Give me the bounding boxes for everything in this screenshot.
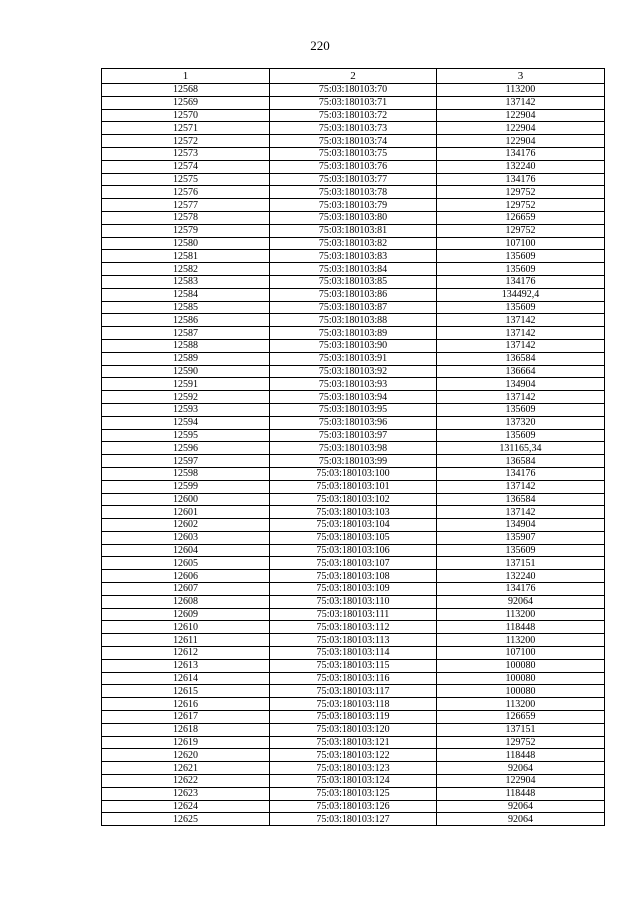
cell-cadastral-number: 75:03:180103:109 — [270, 583, 437, 596]
table-row — [102, 429, 605, 442]
cell-number: 12619 — [102, 736, 270, 749]
table-row — [102, 391, 605, 404]
cell-number: 12615 — [102, 685, 270, 698]
cell-number: 12601 — [102, 506, 270, 519]
cell-number: 12603 — [102, 531, 270, 544]
table-row — [102, 250, 605, 263]
cell-value: 134176 — [437, 583, 605, 596]
table-row — [102, 288, 605, 301]
cell-number: 12592 — [102, 391, 270, 404]
cell-cadastral-number: 75:03:180103:94 — [270, 391, 437, 404]
cell-cadastral-number: 75:03:180103:87 — [270, 301, 437, 314]
cell-value: 135609 — [437, 544, 605, 557]
cell-number: 12590 — [102, 365, 270, 378]
cell-value: 129752 — [437, 199, 605, 212]
cell-value: 136584 — [437, 455, 605, 468]
table-row — [102, 109, 605, 122]
cell-cadastral-number: 75:03:180103:91 — [270, 352, 437, 365]
cell-cadastral-number: 75:03:180103:114 — [270, 647, 437, 660]
cell-cadastral-number: 75:03:180103:72 — [270, 109, 437, 122]
cell-value: 132240 — [437, 570, 605, 583]
cell-value: 113200 — [437, 698, 605, 711]
cell-number: 12618 — [102, 723, 270, 736]
cell-number: 12594 — [102, 416, 270, 429]
cell-number: 12598 — [102, 467, 270, 480]
cell-value: 136584 — [437, 493, 605, 506]
cell-cadastral-number: 75:03:180103:99 — [270, 455, 437, 468]
cell-value: 107100 — [437, 647, 605, 660]
cell-number: 12624 — [102, 800, 270, 813]
cell-cadastral-number: 75:03:180103:84 — [270, 263, 437, 276]
cell-cadastral-number: 75:03:180103:95 — [270, 403, 437, 416]
cell-number: 12589 — [102, 352, 270, 365]
cell-cadastral-number: 75:03:180103:88 — [270, 314, 437, 327]
cell-value: 135609 — [437, 301, 605, 314]
cell-value: 137151 — [437, 557, 605, 570]
table-row — [102, 199, 605, 212]
table-row — [102, 634, 605, 647]
cell-cadastral-number: 75:03:180103:102 — [270, 493, 437, 506]
table-row — [102, 403, 605, 416]
table-row — [102, 595, 605, 608]
cell-number: 12606 — [102, 570, 270, 583]
cell-value: 129752 — [437, 224, 605, 237]
table-row — [102, 211, 605, 224]
cell-cadastral-number: 75:03:180103:73 — [270, 122, 437, 135]
table-row — [102, 583, 605, 596]
cell-number: 12623 — [102, 787, 270, 800]
cell-cadastral-number: 75:03:180103:100 — [270, 467, 437, 480]
cell-number: 12570 — [102, 109, 270, 122]
cell-number: 12568 — [102, 84, 270, 97]
cell-cadastral-number: 75:03:180103:92 — [270, 365, 437, 378]
cell-cadastral-number: 75:03:180103:110 — [270, 595, 437, 608]
cell-value: 100080 — [437, 672, 605, 685]
cell-cadastral-number: 75:03:180103:82 — [270, 237, 437, 250]
cell-value: 137142 — [437, 339, 605, 352]
cell-value: 131165,34 — [437, 442, 605, 455]
cell-number: 12599 — [102, 480, 270, 493]
table-row — [102, 224, 605, 237]
cell-cadastral-number: 75:03:180103:77 — [270, 173, 437, 186]
cell-cadastral-number: 75:03:180103:117 — [270, 685, 437, 698]
table-row — [102, 416, 605, 429]
cell-cadastral-number: 75:03:180103:78 — [270, 186, 437, 199]
cell-value: 137142 — [437, 327, 605, 340]
cell-value: 126659 — [437, 711, 605, 724]
cell-cadastral-number: 75:03:180103:125 — [270, 787, 437, 800]
cell-number: 12583 — [102, 275, 270, 288]
table-row — [102, 275, 605, 288]
cell-cadastral-number: 75:03:180103:123 — [270, 762, 437, 775]
cell-number: 12573 — [102, 147, 270, 160]
cell-cadastral-number: 75:03:180103:111 — [270, 608, 437, 621]
cell-number: 12593 — [102, 403, 270, 416]
cell-cadastral-number: 75:03:180103:104 — [270, 519, 437, 532]
cell-value: 92064 — [437, 595, 605, 608]
cell-number: 12579 — [102, 224, 270, 237]
table-row — [102, 647, 605, 660]
cell-number: 12604 — [102, 544, 270, 557]
cell-number: 12588 — [102, 339, 270, 352]
cell-cadastral-number: 75:03:180103:116 — [270, 672, 437, 685]
table-row — [102, 685, 605, 698]
cell-value: 134904 — [437, 519, 605, 532]
cell-value: 118448 — [437, 621, 605, 634]
table-row — [102, 775, 605, 788]
cell-cadastral-number: 75:03:180103:70 — [270, 84, 437, 97]
cell-cadastral-number: 75:03:180103:96 — [270, 416, 437, 429]
cell-value: 135609 — [437, 429, 605, 442]
cell-cadastral-number: 75:03:180103:74 — [270, 135, 437, 148]
cell-number: 12574 — [102, 160, 270, 173]
table-row — [102, 608, 605, 621]
cell-cadastral-number: 75:03:180103:105 — [270, 531, 437, 544]
cell-number: 12609 — [102, 608, 270, 621]
cell-number: 12602 — [102, 519, 270, 532]
cell-value: 135609 — [437, 403, 605, 416]
table-row — [102, 723, 605, 736]
cell-cadastral-number: 75:03:180103:89 — [270, 327, 437, 340]
cell-value: 92064 — [437, 762, 605, 775]
cell-value: 118448 — [437, 787, 605, 800]
table-row — [102, 698, 605, 711]
cell-cadastral-number: 75:03:180103:76 — [270, 160, 437, 173]
table-row — [102, 480, 605, 493]
cell-number: 12620 — [102, 749, 270, 762]
cell-value: 137142 — [437, 96, 605, 109]
table-row — [102, 147, 605, 160]
cell-value: 137320 — [437, 416, 605, 429]
cell-value: 132240 — [437, 160, 605, 173]
table-row — [102, 160, 605, 173]
cell-value: 122904 — [437, 775, 605, 788]
cell-cadastral-number: 75:03:180103:97 — [270, 429, 437, 442]
table-row — [102, 519, 605, 532]
cell-cadastral-number: 75:03:180103:119 — [270, 711, 437, 724]
cell-number: 12596 — [102, 442, 270, 455]
cell-number: 12605 — [102, 557, 270, 570]
cell-number: 12581 — [102, 250, 270, 263]
table-row — [102, 301, 605, 314]
table-row — [102, 800, 605, 813]
cell-cadastral-number: 75:03:180103:124 — [270, 775, 437, 788]
table-row — [102, 570, 605, 583]
cell-number: 12613 — [102, 659, 270, 672]
cell-number: 12572 — [102, 135, 270, 148]
cell-value: 137142 — [437, 506, 605, 519]
cell-value: 129752 — [437, 736, 605, 749]
table-row — [102, 506, 605, 519]
cell-cadastral-number: 75:03:180103:103 — [270, 506, 437, 519]
table-row — [102, 455, 605, 468]
cell-cadastral-number: 75:03:180103:93 — [270, 378, 437, 391]
cell-number: 12591 — [102, 378, 270, 391]
table-row — [102, 787, 605, 800]
cell-value: 100080 — [437, 685, 605, 698]
cell-number: 12607 — [102, 583, 270, 596]
cell-value: 113200 — [437, 84, 605, 97]
cell-number: 12582 — [102, 263, 270, 276]
cell-value: 126659 — [437, 211, 605, 224]
table-row — [102, 762, 605, 775]
cell-value: 92064 — [437, 800, 605, 813]
cell-value: 135609 — [437, 250, 605, 263]
cell-cadastral-number: 75:03:180103:81 — [270, 224, 437, 237]
cell-number: 12610 — [102, 621, 270, 634]
table-row — [102, 442, 605, 455]
cell-number: 12580 — [102, 237, 270, 250]
cell-value: 134176 — [437, 173, 605, 186]
header-row — [102, 69, 605, 84]
cell-cadastral-number: 75:03:180103:118 — [270, 698, 437, 711]
table-row — [102, 173, 605, 186]
table-row — [102, 557, 605, 570]
table-row — [102, 659, 605, 672]
table-row — [102, 339, 605, 352]
cell-cadastral-number: 75:03:180103:127 — [270, 813, 437, 826]
cell-value: 118448 — [437, 749, 605, 762]
cell-value: 137151 — [437, 723, 605, 736]
cell-number: 12612 — [102, 647, 270, 660]
table-body — [102, 84, 605, 826]
table-row — [102, 327, 605, 340]
table-row — [102, 365, 605, 378]
cell-cadastral-number: 75:03:180103:120 — [270, 723, 437, 736]
cell-value: 134492,4 — [437, 288, 605, 301]
cell-value: 134176 — [437, 467, 605, 480]
cell-number: 12616 — [102, 698, 270, 711]
cell-cadastral-number: 75:03:180103:112 — [270, 621, 437, 634]
cell-cadastral-number: 75:03:180103:115 — [270, 659, 437, 672]
cell-number: 12621 — [102, 762, 270, 775]
cell-value: 135907 — [437, 531, 605, 544]
cell-value: 137142 — [437, 391, 605, 404]
cell-cadastral-number: 75:03:180103:122 — [270, 749, 437, 762]
cell-value: 100080 — [437, 659, 605, 672]
cell-number: 12595 — [102, 429, 270, 442]
cell-number: 12578 — [102, 211, 270, 224]
column-header-2: 2 — [270, 69, 437, 84]
table-row — [102, 672, 605, 685]
table-row — [102, 135, 605, 148]
table-row — [102, 263, 605, 276]
table-row — [102, 493, 605, 506]
registry-table — [101, 68, 605, 826]
table-row — [102, 122, 605, 135]
cell-cadastral-number: 75:03:180103:113 — [270, 634, 437, 647]
cell-value: 129752 — [437, 186, 605, 199]
table-row — [102, 749, 605, 762]
column-header-3: 3 — [437, 69, 605, 84]
cell-number: 12571 — [102, 122, 270, 135]
cell-number: 12600 — [102, 493, 270, 506]
cell-cadastral-number: 75:03:180103:107 — [270, 557, 437, 570]
cell-cadastral-number: 75:03:180103:90 — [270, 339, 437, 352]
cell-cadastral-number: 75:03:180103:86 — [270, 288, 437, 301]
table-row — [102, 237, 605, 250]
cell-number: 12569 — [102, 96, 270, 109]
table-row — [102, 531, 605, 544]
cell-number: 12597 — [102, 455, 270, 468]
table-row — [102, 352, 605, 365]
cell-number: 12625 — [102, 813, 270, 826]
cell-value: 134176 — [437, 275, 605, 288]
table-row — [102, 621, 605, 634]
table-row — [102, 84, 605, 97]
cell-value: 134176 — [437, 147, 605, 160]
cell-cadastral-number: 75:03:180103:75 — [270, 147, 437, 160]
table-row — [102, 378, 605, 391]
cell-cadastral-number: 75:03:180103:83 — [270, 250, 437, 263]
table-row — [102, 314, 605, 327]
cell-cadastral-number: 75:03:180103:98 — [270, 442, 437, 455]
cell-cadastral-number: 75:03:180103:79 — [270, 199, 437, 212]
table-row — [102, 736, 605, 749]
table-row — [102, 813, 605, 826]
cell-number: 12614 — [102, 672, 270, 685]
cell-value: 134904 — [437, 378, 605, 391]
cell-cadastral-number: 75:03:180103:108 — [270, 570, 437, 583]
cell-number: 12622 — [102, 775, 270, 788]
cell-number: 12608 — [102, 595, 270, 608]
cell-value: 122904 — [437, 135, 605, 148]
table-row — [102, 711, 605, 724]
page-number: 220 — [310, 38, 330, 53]
table-header — [102, 69, 605, 84]
table-row — [102, 467, 605, 480]
table-row — [102, 544, 605, 557]
cell-value: 113200 — [437, 634, 605, 647]
cell-cadastral-number: 75:03:180103:106 — [270, 544, 437, 557]
cell-value: 136664 — [437, 365, 605, 378]
cell-cadastral-number: 75:03:180103:126 — [270, 800, 437, 813]
cell-number: 12576 — [102, 186, 270, 199]
cell-number: 12611 — [102, 634, 270, 647]
column-header-1: 1 — [102, 69, 270, 84]
table-row — [102, 186, 605, 199]
cell-number: 12575 — [102, 173, 270, 186]
cell-value: 107100 — [437, 237, 605, 250]
cell-value: 92064 — [437, 813, 605, 826]
cell-number: 12587 — [102, 327, 270, 340]
cell-number: 12585 — [102, 301, 270, 314]
cell-number: 12577 — [102, 199, 270, 212]
cell-cadastral-number: 75:03:180103:101 — [270, 480, 437, 493]
cell-value: 113200 — [437, 608, 605, 621]
cell-value: 122904 — [437, 109, 605, 122]
cell-value: 135609 — [437, 263, 605, 276]
cell-value: 136584 — [437, 352, 605, 365]
cell-cadastral-number: 75:03:180103:80 — [270, 211, 437, 224]
cell-value: 122904 — [437, 122, 605, 135]
cell-value: 137142 — [437, 480, 605, 493]
cell-number: 12586 — [102, 314, 270, 327]
cell-number: 12584 — [102, 288, 270, 301]
cell-cadastral-number: 75:03:180103:85 — [270, 275, 437, 288]
cell-cadastral-number: 75:03:180103:121 — [270, 736, 437, 749]
cell-number: 12617 — [102, 711, 270, 724]
table-row — [102, 96, 605, 109]
cell-cadastral-number: 75:03:180103:71 — [270, 96, 437, 109]
cell-value: 137142 — [437, 314, 605, 327]
